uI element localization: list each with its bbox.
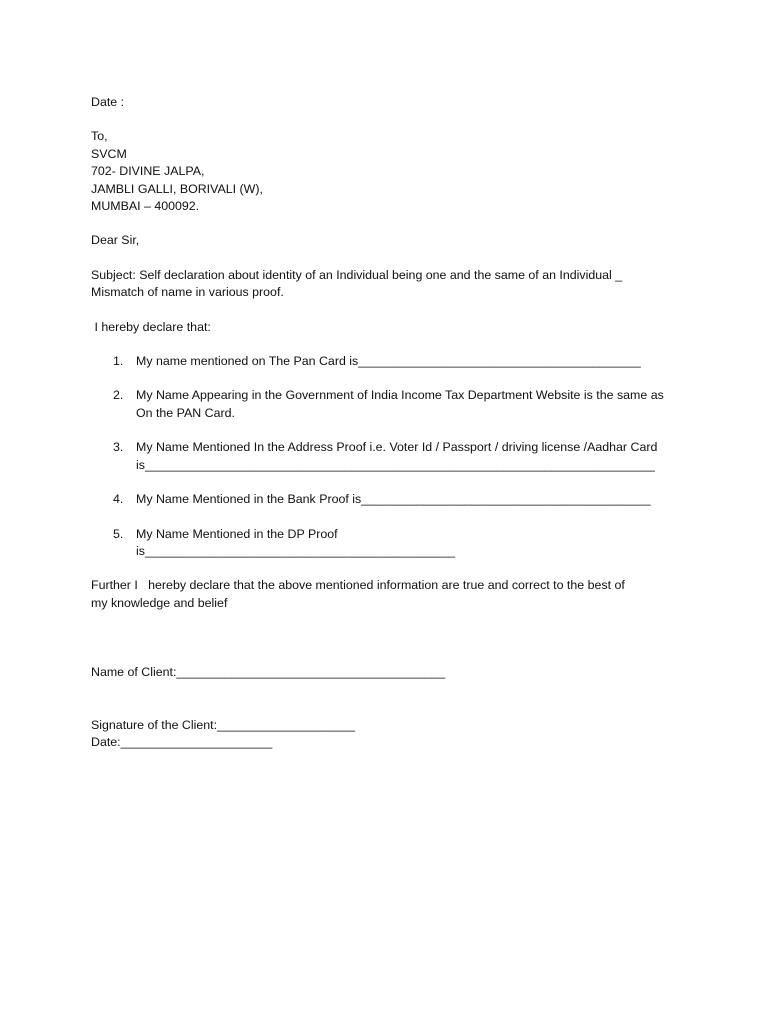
list-item-text: My Name Mentioned in the Bank Proof is__________________________________________ <box>136 492 651 507</box>
list-item-number: 1. <box>113 354 124 369</box>
further-declaration: Further I hereby declare that the above mentioned information are true and correct to the best of my knowledge and belief <box>91 578 625 610</box>
list-item <box>91 491 691 508</box>
client-signature-field: Signature of the Client:____________________ <box>91 717 355 732</box>
date-label: Date : <box>91 95 125 109</box>
address-to: To, <box>91 129 108 144</box>
list-item-text: My Name Mentioned In the Address Proof i.e. Voter Id / Passport / driving license /Aadhar Card is__________________________________________________________________________ <box>136 440 658 472</box>
signature-date-field: Date:______________________ <box>91 734 273 749</box>
list-item <box>91 439 691 474</box>
address-line-1: SVCM <box>91 146 127 161</box>
salutation: Dear Sir, <box>91 233 140 248</box>
declaration-document <box>91 94 691 751</box>
address-line-4: MUMBAI – 400092. <box>91 199 200 214</box>
list-item-number: 3. <box>113 440 124 455</box>
declaration-list <box>91 353 691 560</box>
list-item-number: 5. <box>113 526 124 541</box>
list-item-text: My name mentioned on The Pan Card is_________________________________________ <box>136 354 641 369</box>
list-item-text: My Name Appearing in the Government of India Income Tax Department Website is the same as On the PAN Card. <box>136 388 664 420</box>
subject-line: Subject: Self declaration about identity of an Individual being one and the same of an Individual _ Mismatch of name in various proof. <box>91 267 623 300</box>
address-line-3: JAMBLI GALLI, BORIVALI (W), <box>91 181 263 196</box>
list-item-text: My Name Mentioned in the DP Proof is_____________________________________________ <box>136 526 456 558</box>
address-line-2: 702- DIVINE JALPA, <box>91 164 205 179</box>
list-item-number: 4. <box>113 492 124 507</box>
recipient-address <box>91 128 691 215</box>
list-item <box>91 526 691 561</box>
list-item-number: 2. <box>113 388 124 403</box>
client-name-field: Name of Client:_______________________________________ <box>91 665 446 680</box>
declaration-intro: I hereby declare that: <box>91 319 211 334</box>
list-item <box>91 387 691 422</box>
list-item <box>91 353 691 370</box>
